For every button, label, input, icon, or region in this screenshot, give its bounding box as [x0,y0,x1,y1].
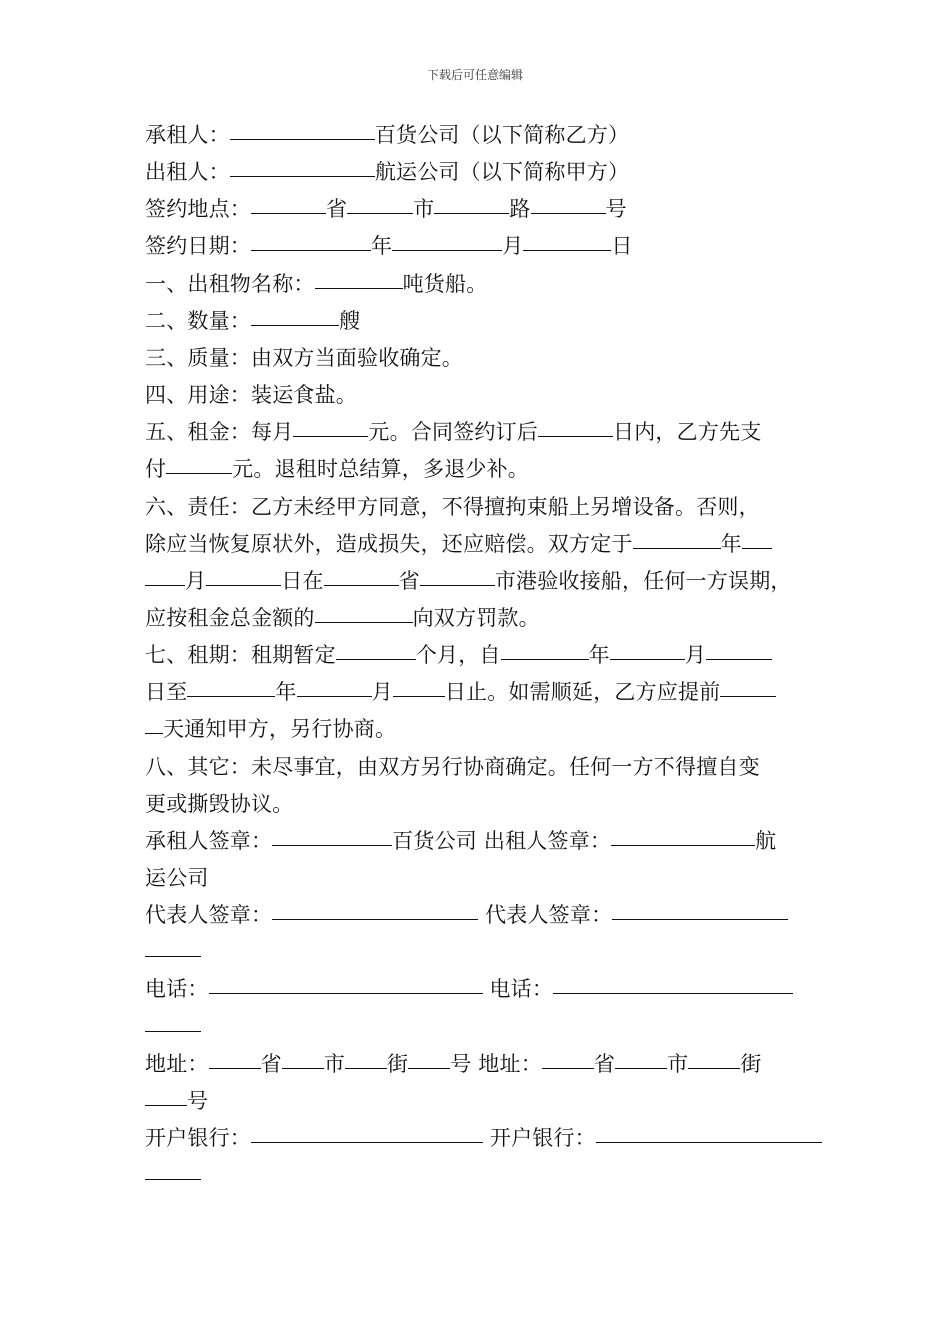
fill-blank [324,563,399,586]
bank-line [145,1120,845,1157]
text: 日至 [145,680,188,704]
text: 六、责任：乙方未经甲方同意，不得擅拘束船上另增设备。否则， [145,495,760,519]
text: 代表人签章： [145,903,273,927]
text: 省 [398,569,420,593]
fill-blank [209,971,483,994]
fill-blank [272,897,478,920]
text: 个月，自 [415,643,501,667]
text: 签约地点： [145,197,251,221]
text: 承租人签章： [145,829,273,853]
text: 百货公司（以下简称乙方） [374,123,630,147]
clause-7-cont-1 [145,674,845,711]
fill-blank [542,1046,594,1069]
text: 号 地址： [450,1052,542,1076]
text: 日在 [281,569,324,593]
fill-blank [523,228,611,251]
text: 付 [145,457,167,481]
fill-blank [336,637,416,660]
fill-blank [538,414,613,437]
fill-blank [612,897,788,920]
text: 日止。如需顺延，乙方应提前 [444,680,721,704]
text: 路 [509,197,531,221]
fill-blank [251,303,339,326]
clause-2 [145,303,845,340]
signing-place-line [145,191,845,228]
text: 月 [502,234,524,258]
text: 向双方罚款。 [412,606,540,630]
clause-8-cont [145,786,845,823]
fill-blank [166,451,232,474]
fill-blank [434,191,509,214]
signing-date-line [145,228,845,265]
clause-7 [145,637,845,674]
clause-6-cont-1 [145,526,845,563]
fill-blank [420,563,495,586]
text: 市 [667,1052,689,1076]
text: 元。合同签约订后 [368,420,539,444]
clause-4 [145,377,845,414]
text: 更或撕毁协议。 [145,792,294,816]
fill-blank [145,1083,187,1106]
text: 日内，乙方先支 [613,420,762,444]
fill-blank [392,228,502,251]
text: 二、数量： [145,309,251,333]
text: 地址： [145,1052,209,1076]
fill-blank [251,191,326,214]
clause-1 [145,266,845,303]
fill-blank [251,228,371,251]
text: 签约日期： [145,234,251,258]
fill-blank [282,1046,324,1069]
text: 月 [371,680,393,704]
text: 电话： [145,977,209,1001]
fill-blank [145,563,185,586]
fill-blank [347,191,413,214]
text: 市 [413,197,435,221]
text: 市 [323,1052,346,1076]
text: 市港验收接船，任何一方误期， [494,569,792,593]
fill-blank [596,1120,822,1143]
text: 天通知甲方，另行协商。 [163,717,397,741]
fill-blank [688,1046,740,1069]
text: 开户银行： [483,1126,596,1150]
fill-blank [272,823,392,846]
text: 四、用途：装运食盐。 [145,383,357,407]
text: 年 [275,680,297,704]
text: 年 [371,234,393,258]
fill-blank [633,526,721,549]
fill-blank [408,1046,450,1069]
fill-blank [145,934,201,957]
text: 号 [187,1089,209,1113]
text: 三、质量：由双方当面验收确定。 [145,346,463,370]
text: 七、租期：租期暂定 [145,643,336,667]
text: 省 [260,1052,282,1076]
fill-blank [315,266,403,289]
clause-8 [145,749,845,786]
clause-5-cont [145,451,845,488]
text: 开户银行： [145,1126,251,1150]
bank-line-cont [145,1157,845,1194]
phone-line [145,971,845,1008]
clause-6-cont-2 [145,563,845,600]
text: 街 [387,1052,409,1076]
phone-line-cont [145,1009,845,1046]
fill-blank [145,1009,201,1032]
fill-blank [206,563,281,586]
text: 一、出租物名称： [145,272,315,296]
fill-blank [706,637,772,660]
text: 日 [611,234,633,258]
page-header: 下载后可任意编辑 [426,68,523,82]
representative-line-cont [145,934,845,971]
address-line [145,1046,845,1083]
fill-blank [315,600,413,623]
text: 出租人： [145,160,230,184]
clause-5 [145,414,845,451]
fill-blank [610,637,685,660]
text: 除应当恢复原状外，造成损失，还应赔偿。双方定于 [145,532,633,556]
text: 电话： [482,977,554,1001]
fill-blank [501,637,589,660]
fill-blank [230,117,375,140]
lessor-line [145,154,845,191]
fill-blank [251,1120,483,1143]
representative-line [145,897,845,934]
fill-blank [293,414,368,437]
fill-blank [345,1046,387,1069]
text: 艘 [339,309,361,333]
text: 年 [720,532,742,556]
fill-blank [553,971,793,994]
text: 航 [755,829,777,853]
fill-blank [145,711,163,734]
text: 百货公司 出租人签章： [392,829,612,853]
text: 月 [684,643,707,667]
clause-7-cont-2 [145,711,845,748]
fill-blank [611,823,755,846]
text: 号 [605,197,627,221]
text: 运公司 [145,866,209,890]
text: 应按租金总金额的 [145,606,315,630]
fill-blank [742,526,772,549]
text: 五、租金：每月 [145,420,294,444]
text: 省 [326,197,348,221]
text: 吨货船。 [402,272,488,296]
text: 街 [740,1052,762,1076]
fill-blank [531,191,606,214]
fill-blank [145,1157,201,1180]
fill-blank [720,674,776,697]
text: 代表人签章： [478,903,613,927]
text: 航运公司（以下简称甲方） [374,160,630,184]
clause-6 [145,489,845,526]
fill-blank [297,674,372,697]
fill-blank [615,1046,667,1069]
text: 月 [185,569,207,593]
text: 年 [588,643,610,667]
text: 省 [593,1052,616,1076]
text: 承租人： [145,123,230,147]
fill-blank [209,1046,261,1069]
fill-blank [187,674,275,697]
signature-line-cont [145,860,845,897]
lessee-line [145,117,845,154]
fill-blank [230,154,375,177]
address-line-cont [145,1083,845,1120]
text: 元。退租时总结算，多退少补。 [232,457,530,481]
fill-blank [393,674,445,697]
text: 八、其它：未尽事宜，由双方另行协商确定。任何一方不得擅自变 [145,755,760,779]
signature-line [145,823,845,860]
clause-3 [145,340,845,377]
clause-6-cont-3 [145,600,845,637]
